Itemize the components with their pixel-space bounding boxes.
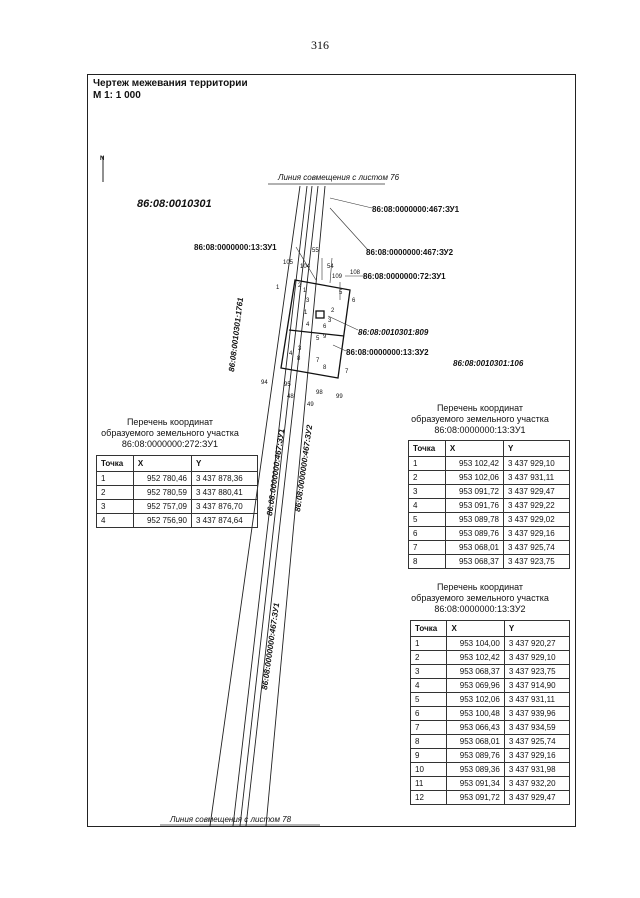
cell: 1 — [409, 457, 446, 471]
col-y: Y — [191, 456, 257, 472]
col-x: X — [445, 441, 503, 457]
cell: 3 437 876,70 — [191, 500, 257, 514]
cell: 3 437 931,11 — [504, 693, 569, 707]
table-row — [411, 679, 570, 693]
point-label: 104 — [300, 264, 311, 270]
point-label: 108 — [350, 270, 361, 276]
cell: 3 437 923,75 — [504, 665, 569, 679]
col-y: Y — [504, 621, 569, 637]
cell: 3 — [97, 500, 134, 514]
label-block-106: 86:08:0010301:106 — [453, 359, 524, 368]
cell: 3 437 925,74 — [503, 541, 569, 555]
table-row — [409, 499, 570, 513]
table-row — [409, 471, 570, 485]
coords-table-13-zu2 — [410, 620, 570, 805]
cell: 6 — [409, 527, 446, 541]
table-row — [411, 763, 570, 777]
table-header-row — [409, 441, 570, 457]
caption-272 — [90, 417, 250, 450]
page-number: 316 — [311, 38, 329, 52]
cell: 953 068,01 — [445, 541, 503, 555]
point-label: 7 — [316, 358, 320, 364]
cell: 953 089,76 — [447, 749, 504, 763]
cell: 953 089,76 — [445, 527, 503, 541]
cell: 952 780,59 — [133, 486, 191, 500]
caption-line: 86:08:0000000:13:ЗУ1 — [434, 425, 526, 435]
cell: 3 437 880,41 — [191, 486, 257, 500]
coords-table-13-zu1 — [408, 440, 570, 569]
cell: 6 — [411, 707, 447, 721]
cell: 7 — [411, 721, 447, 735]
point-label: 95 — [284, 382, 291, 388]
table-row — [97, 472, 258, 486]
cell: 4 — [409, 499, 446, 513]
cell: 4 — [411, 679, 447, 693]
col-point: Точка — [411, 621, 447, 637]
point-label: 4 — [289, 351, 293, 357]
table-row — [411, 637, 570, 651]
label-467-zu2: 86:08:0000000:467:ЗУ2 — [366, 248, 454, 257]
point-label: 5 — [339, 290, 343, 296]
north-arrow-icon — [100, 156, 104, 182]
cell: 953 068,37 — [445, 555, 503, 569]
cell: 953 089,36 — [447, 763, 504, 777]
point-label: 3 — [306, 298, 310, 304]
block-main-label: 86:08:0010301 — [137, 198, 212, 210]
cell: 2 — [409, 471, 446, 485]
table-row — [411, 749, 570, 763]
cell: 953 102,06 — [447, 693, 504, 707]
cell: 12 — [411, 791, 447, 805]
caption-line: образуемого земельного участка — [101, 428, 239, 438]
cell: 3 437 929,16 — [503, 527, 569, 541]
cell: 3 437 929,47 — [504, 791, 569, 805]
cell: 953 102,42 — [447, 651, 504, 665]
point-label: 54 — [327, 264, 334, 270]
col-x: X — [133, 456, 191, 472]
point-label: 2 — [331, 308, 335, 314]
cell: 10 — [411, 763, 447, 777]
cell: 9 — [411, 749, 447, 763]
svg-text:N: N — [100, 156, 105, 162]
cell: 3 437 931,11 — [503, 471, 569, 485]
label-809: 86:08:0010301:809 — [358, 328, 429, 337]
point-label: 2 — [298, 283, 302, 289]
caption-line: 86:08:0000000:272:ЗУ1 — [121, 439, 219, 449]
point-label: 5 — [316, 336, 320, 342]
table-row — [411, 651, 570, 665]
cell: 953 091,34 — [447, 777, 504, 791]
point-label: 6 — [323, 324, 327, 330]
label-13-zu2: 86:08:0000000:13:ЗУ2 — [346, 348, 429, 357]
cell: 1 — [97, 472, 134, 486]
title-text: Чертеж межевания территории — [93, 78, 248, 89]
point-label: 3 — [298, 346, 302, 352]
coords-table-272 — [96, 455, 258, 528]
table-row — [409, 513, 570, 527]
table-row — [97, 500, 258, 514]
point-label: 105 — [283, 260, 294, 266]
cell: 8 — [411, 735, 447, 749]
caption-13-zu1 — [395, 403, 565, 436]
cell: 3 437 929,16 — [504, 749, 569, 763]
cell: 953 089,78 — [445, 513, 503, 527]
point-label: 9 — [323, 334, 327, 340]
table-row — [409, 541, 570, 555]
cell: 5 — [411, 693, 447, 707]
table-row — [409, 555, 570, 569]
col-x: X — [447, 621, 504, 637]
cell: 8 — [409, 555, 446, 569]
point-label: 49 — [307, 402, 314, 408]
point-label: 98 — [316, 390, 323, 396]
cell: 953 066,43 — [447, 721, 504, 735]
cell: 5 — [409, 513, 446, 527]
col-y: Y — [503, 441, 569, 457]
road-label-zu2: 86:08:0000000:467:ЗУ2 — [293, 424, 315, 513]
label-block-1761: 86:08:0010301:1761 — [227, 296, 246, 373]
cell: 3 437 931,98 — [504, 763, 569, 777]
cell: 3 437 929,02 — [503, 513, 569, 527]
caption-13-zu2 — [395, 582, 565, 615]
scale-text: М 1: 1 000 — [93, 90, 141, 101]
label-72-zu1: 86:08:0000000:72:ЗУ1 — [363, 272, 446, 281]
cell: 3 437 878,36 — [191, 472, 257, 486]
cell: 953 100,48 — [447, 707, 504, 721]
table-row — [409, 457, 570, 471]
cell: 953 091,72 — [447, 791, 504, 805]
label-13-zu1: 86:08:0000000:13:ЗУ1 — [194, 243, 277, 252]
cell: 4 — [97, 514, 134, 528]
top-line-label: Линия совмещения с листом 76 — [278, 173, 400, 182]
caption-line: 86:08:0000000:13:ЗУ2 — [434, 604, 526, 614]
point-label: 1 — [304, 310, 308, 316]
point-label: 48 — [287, 394, 294, 400]
table-row — [411, 693, 570, 707]
cell: 2 — [411, 651, 447, 665]
cell: 3 437 914,90 — [504, 679, 569, 693]
table-row — [97, 486, 258, 500]
col-point: Точка — [409, 441, 446, 457]
cell: 3 437 925,74 — [504, 735, 569, 749]
cell: 3 437 923,75 — [503, 555, 569, 569]
label-467-zu1: 86:08:0000000:467:ЗУ1 — [372, 205, 460, 214]
point-label: 1 — [276, 285, 280, 291]
cell: 3 437 929,10 — [504, 651, 569, 665]
table-row — [411, 777, 570, 791]
cell: 953 091,72 — [445, 485, 503, 499]
point-label: 4 — [306, 322, 310, 328]
table-row — [411, 721, 570, 735]
cell: 952 757,09 — [133, 500, 191, 514]
point-label: 99 — [336, 394, 343, 400]
col-point: Точка — [97, 456, 134, 472]
cell: 953 102,06 — [445, 471, 503, 485]
cell: 7 — [409, 541, 446, 555]
bottom-line-label: Линия совмещения с листом 78 — [170, 815, 292, 824]
caption-line: образуемого земельного участка — [411, 593, 549, 603]
cell: 2 — [97, 486, 134, 500]
road-label-zu1: 86:08:0000000:467:ЗУ1 — [265, 428, 287, 517]
table-header-row — [97, 456, 258, 472]
table-row — [97, 514, 258, 528]
cell: 953 068,37 — [447, 665, 504, 679]
road-label-zu1-lower: 86:08:0000000:467:ЗУ1 — [260, 602, 282, 691]
table-row — [411, 791, 570, 805]
cell: 11 — [411, 777, 447, 791]
cell: 3 437 874,64 — [191, 514, 257, 528]
caption-line: образуемого земельного участка — [411, 414, 549, 424]
cell: 3 437 932,20 — [504, 777, 569, 791]
table-row — [411, 735, 570, 749]
cell: 953 069,96 — [447, 679, 504, 693]
cell: 3 437 934,59 — [504, 721, 569, 735]
point-label: 3 — [328, 318, 332, 324]
cell: 3 — [411, 665, 447, 679]
cell: 3 437 929,47 — [503, 485, 569, 499]
table-row — [411, 665, 570, 679]
cell: 953 091,76 — [445, 499, 503, 513]
cell: 3 437 929,10 — [503, 457, 569, 471]
table-row — [411, 707, 570, 721]
table-header-row — [411, 621, 570, 637]
cell: 3 437 920,27 — [504, 637, 569, 651]
cell: 952 756,90 — [133, 514, 191, 528]
cell: 3 — [409, 485, 446, 499]
cell: 3 437 929,22 — [503, 499, 569, 513]
cell: 1 — [411, 637, 447, 651]
table-row — [409, 527, 570, 541]
point-label: 109 — [332, 274, 343, 280]
caption-line: Перечень координат — [436, 403, 524, 413]
cell: 952 780,46 — [133, 472, 191, 486]
point-label: 55 — [312, 248, 319, 254]
point-label: 8 — [323, 365, 327, 371]
point-label: 1 — [303, 288, 307, 294]
point-label: 7 — [345, 369, 349, 375]
point-label: 6 — [352, 298, 356, 304]
cell: 953 104,00 — [447, 637, 504, 651]
cell: 953 102,42 — [445, 457, 503, 471]
point-label: 94 — [261, 380, 268, 386]
caption-line: Перечень координат — [126, 417, 214, 427]
caption-line: Перечень координат — [436, 582, 524, 592]
table-row — [409, 485, 570, 499]
point-label: 8 — [297, 356, 301, 362]
cell: 953 068,01 — [447, 735, 504, 749]
cell: 3 437 939,96 — [504, 707, 569, 721]
